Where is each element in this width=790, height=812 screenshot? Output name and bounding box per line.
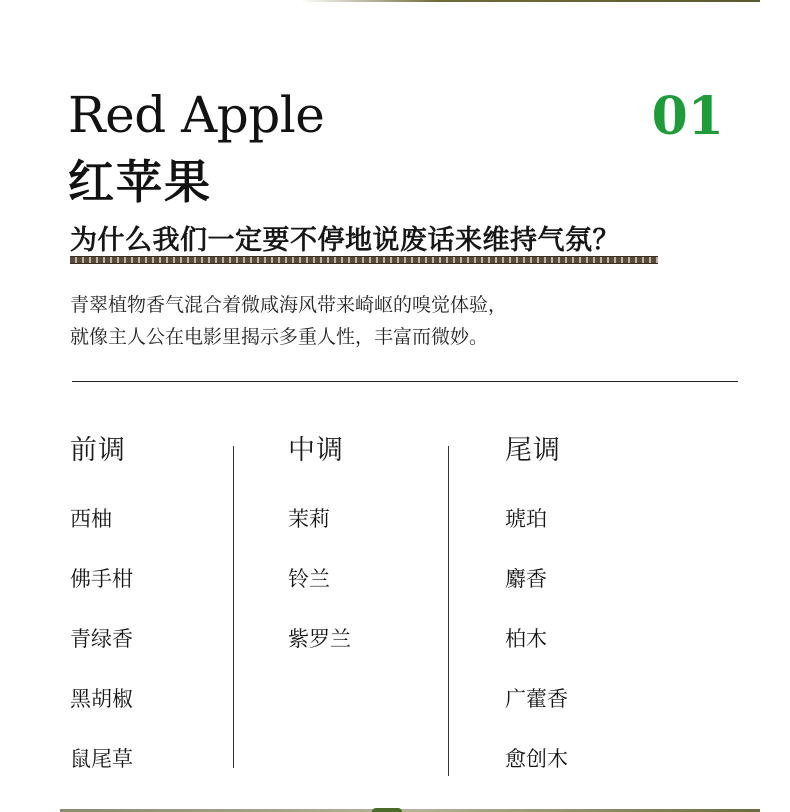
note-item: 铃兰 xyxy=(288,567,330,591)
notes-column-top xyxy=(70,428,133,806)
note-item: 鼠尾草 xyxy=(70,747,133,771)
column-separator xyxy=(448,446,449,776)
note-item: 广藿香 xyxy=(505,687,568,711)
note-item: 麝香 xyxy=(505,567,547,591)
note-item: 紫罗兰 xyxy=(288,627,351,651)
bottom-decorative-dot xyxy=(372,808,402,812)
note-item: 黑胡椒 xyxy=(70,687,133,711)
question-heading: 为什么我们一定要不停地说废话来维持气氛？ xyxy=(70,225,620,256)
description xyxy=(70,289,507,353)
note-list xyxy=(288,506,351,686)
note-item: 琥珀 xyxy=(505,507,547,531)
title-chinese: 红苹果 xyxy=(68,155,212,209)
note-item: 愈创木 xyxy=(505,747,568,771)
description-line: 青翠植物香气混合着微咸海风带来崎岖的嗅觉体验， xyxy=(70,294,508,316)
column-separator xyxy=(233,446,234,768)
title-english: Red Apple xyxy=(68,86,325,144)
column-heading-top-notes: 前调 xyxy=(70,435,126,466)
column-heading-middle-notes: 中调 xyxy=(288,435,344,466)
notes-column-middle xyxy=(288,428,351,686)
horizontal-divider xyxy=(72,381,738,382)
note-item: 柏木 xyxy=(505,627,547,651)
section-number: 01 xyxy=(651,86,724,147)
note-item: 茉莉 xyxy=(288,507,330,531)
note-item: 佛手柑 xyxy=(70,567,133,591)
note-list xyxy=(505,506,568,806)
note-item: 青绿香 xyxy=(70,627,133,651)
top-decorative-edge xyxy=(300,0,760,2)
description-line: 就像主人公在电影里揭示多重人性，丰富而微妙。 xyxy=(70,326,489,348)
column-heading-base-notes: 尾调 xyxy=(505,435,561,466)
note-item: 西柚 xyxy=(70,507,112,531)
dotted-underline xyxy=(70,256,658,264)
notes-column-base xyxy=(505,428,568,806)
note-list xyxy=(70,506,133,806)
